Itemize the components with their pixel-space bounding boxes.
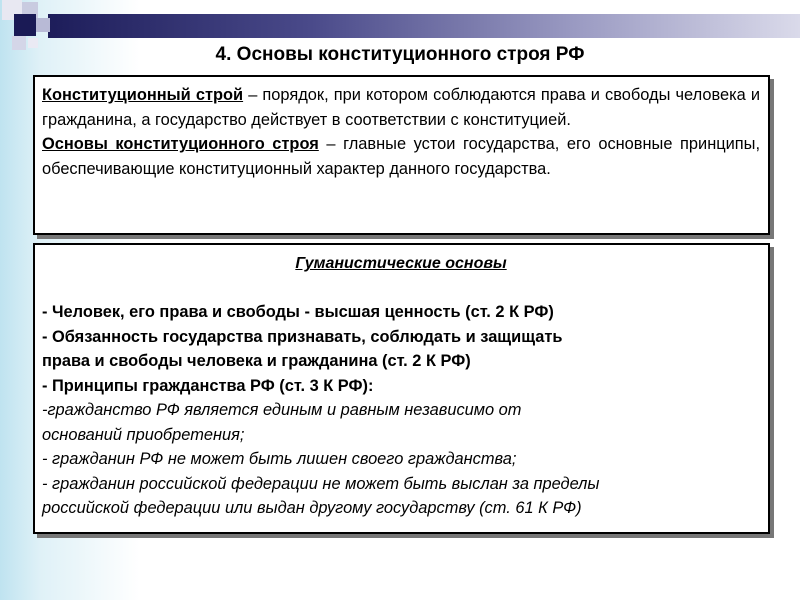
humanistic-line: - Человек, его права и свободы - высшая ценность (ст. 2 К РФ)	[42, 303, 554, 321]
definitions-box	[33, 75, 770, 235]
humanistic-line: права и свободы человека и гражданина (ст. 2 К РФ)	[42, 352, 471, 370]
humanistic-line: - гражданин РФ не может быть лишен своего гражданства;	[42, 450, 517, 468]
decor-square	[36, 18, 50, 32]
humanistic-line: - гражданин российской федерации не может быть выслан за пределы	[42, 474, 600, 493]
humanistic-line: российской федерации или выдан другому государству (ст. 61 К РФ)	[42, 499, 582, 517]
humanistic-heading: Гуманистические основы	[295, 255, 507, 272]
definition-text-2: – главные устои государства, его основные принципы, обеспечивающие конституционный характер данного государства.	[42, 135, 760, 178]
definition-text-1: – порядок, при котором соблюдаются права и свободы человека и гражданина, а государство действует в соответствии с конституцией.	[42, 86, 761, 129]
humanistic-line: оснований приобретения;	[42, 425, 245, 444]
humanistic-line: -гражданство РФ является единым и равным независимо от	[42, 401, 522, 419]
definition-foundations	[42, 132, 760, 181]
header-bar	[48, 14, 800, 38]
term-foundations: Основы конституционного строя	[42, 135, 319, 153]
slide-title: 4. Основы конституционного строя РФ	[215, 44, 585, 65]
definition-constitutional-order	[42, 83, 760, 132]
humanistic-line: - Обязанность государства признавать, соблюдать и защищать	[42, 327, 563, 346]
humanistic-line: - Принципы гражданства РФ (ст. 3 К РФ):	[42, 376, 374, 395]
humanistic-box	[33, 243, 770, 534]
decor-square	[14, 14, 36, 36]
term-constitutional-order: Конституционный строй	[42, 86, 244, 104]
